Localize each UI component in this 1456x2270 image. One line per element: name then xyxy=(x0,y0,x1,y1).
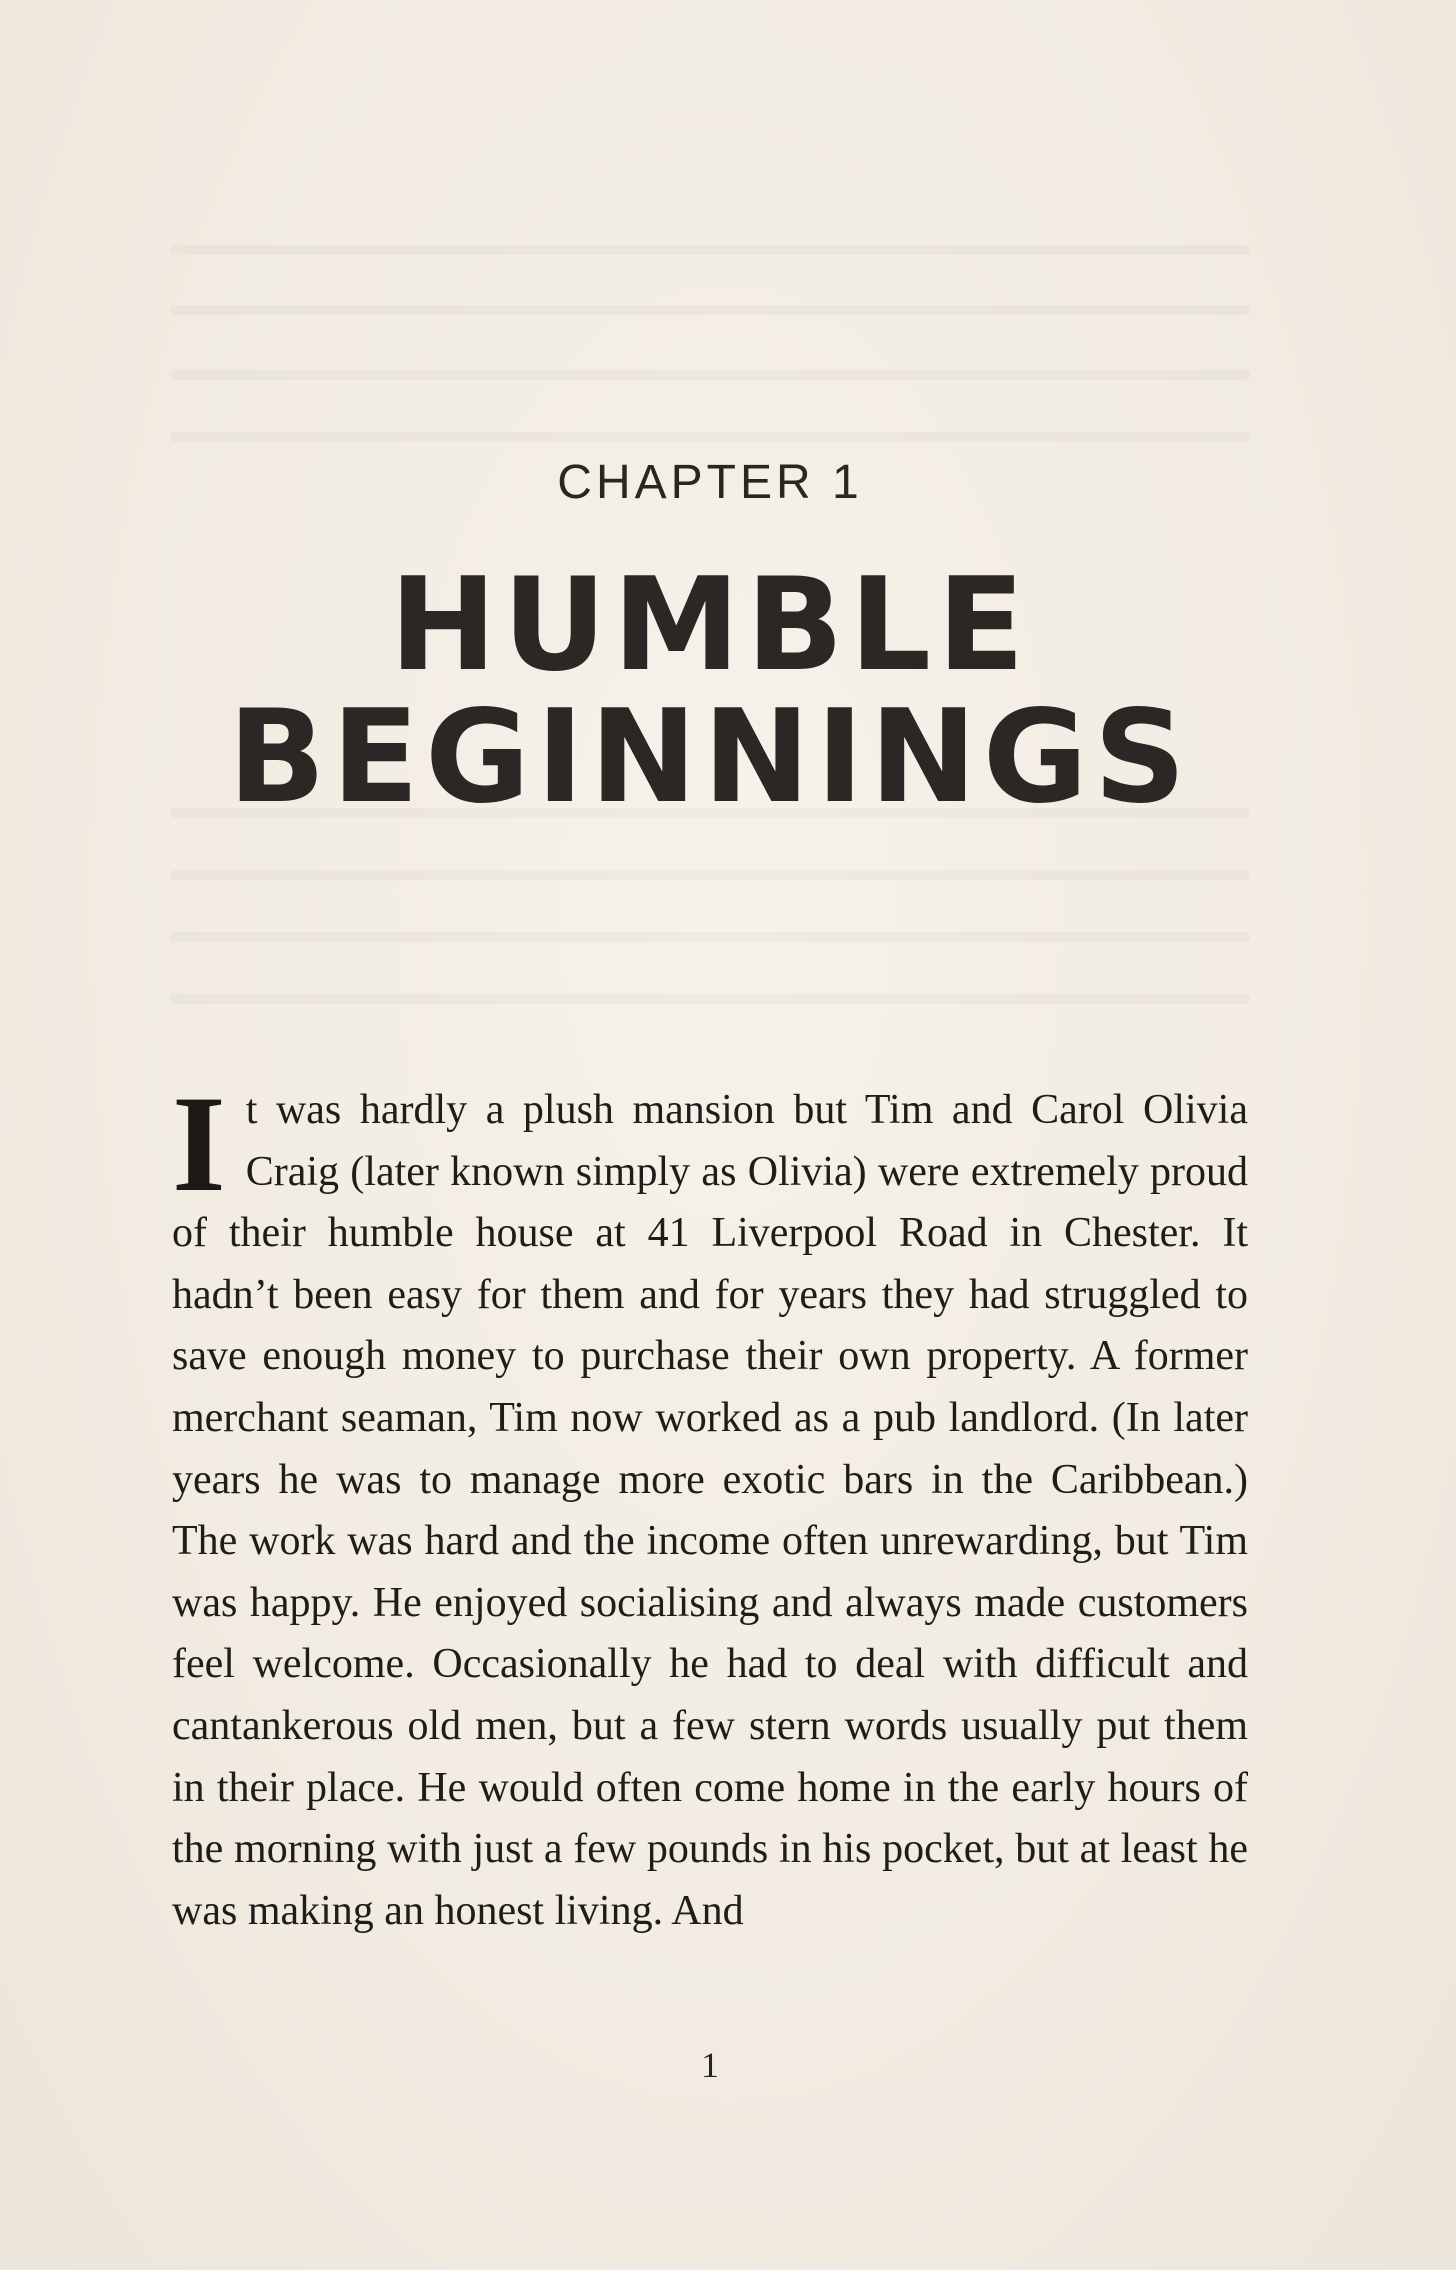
body-paragraph xyxy=(172,1067,1248,1942)
chapter-title xyxy=(0,551,1420,832)
page-number: 1 xyxy=(701,2045,719,2085)
show-through-line xyxy=(170,432,1250,442)
show-through-line xyxy=(170,870,1250,880)
show-through-line xyxy=(170,370,1250,380)
body-text: t was hardly a plush mansion but Tim and Carol Olivia Craig (later known simply as Olivia) were extremely proud of their humble house at 41 Liverpool Road in Chester. It hadn’t been easy for them and for years they had struggled to save enough money to purchase their own property. A former merchant seaman, Tim now worked as a pub landlord. (In later years he was to manage more exotic bars in the Caribbean.) The work was hard and the income often unrewarding, but Tim was happy. He enjoyed socialising and always made customers feel welcome. Occasionally he had to deal with difficult and cantankerous old men, but a few stern words usually put them in their place. He would often come home in the early hours of the morning with just a few pounds in his pocket, but at least he was making an honest living. And xyxy=(172,1087,1248,1934)
show-through-line xyxy=(170,305,1250,315)
chapter-title-line-2: BEGINNINGS xyxy=(228,683,1192,832)
drop-cap: I xyxy=(172,1067,226,1220)
chapter-title-line-1: HUMBLE xyxy=(389,551,1031,700)
show-through-line xyxy=(170,994,1250,1004)
chapter-label: CHAPTER 1 xyxy=(557,456,863,509)
show-through-line xyxy=(170,932,1250,942)
show-through-line xyxy=(170,245,1250,255)
